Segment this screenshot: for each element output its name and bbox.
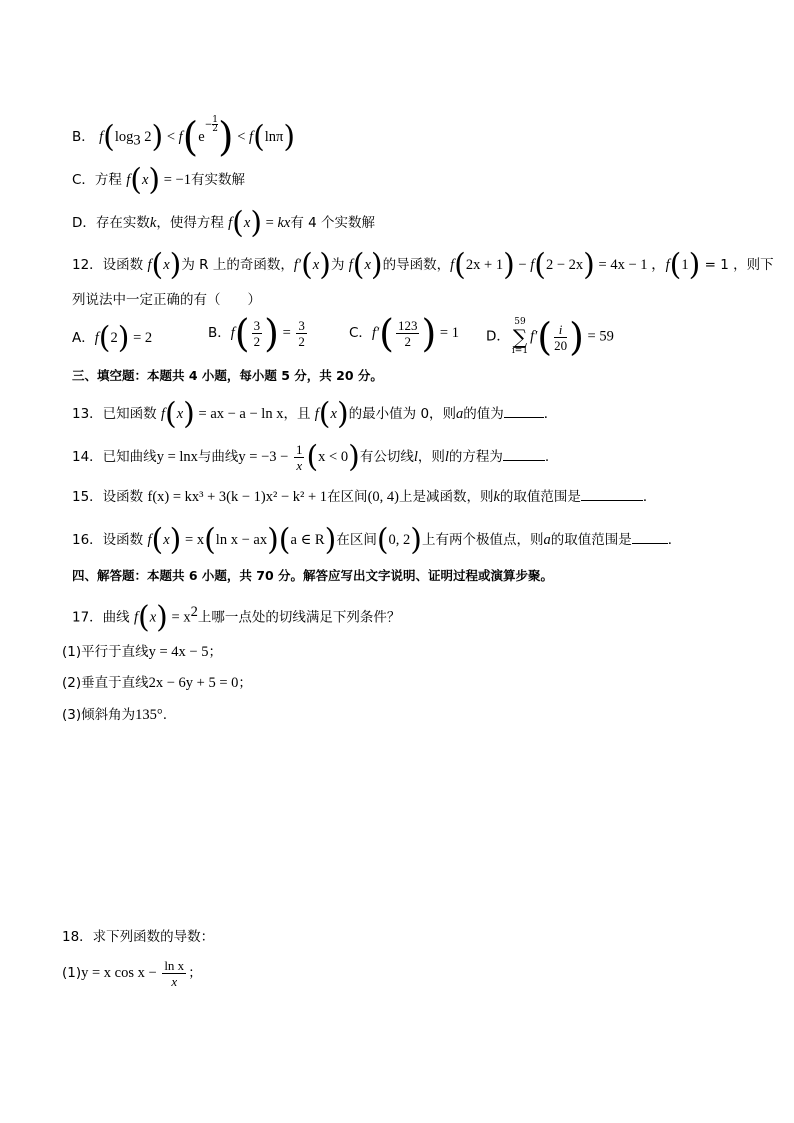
answer-blank — [632, 531, 668, 544]
question-12-options — [72, 311, 732, 359]
option-a: A．f(2) = 2 — [72, 320, 153, 356]
option-d: D．59 ∑ i=1f′( $\frac{i}{20}$ ) = 59 — [486, 315, 614, 359]
question-18: 18．求下列函数的导数： — [62, 929, 215, 945]
question-13: 13．已知函数 f(x) = ax − a − ln x，且 f(x)的最小值为 0，则a的值为 ． — [72, 396, 558, 432]
question-12-line-1: 12．设函数 f(x)为 R 上的奇函数，f′(x)为 f(x)的导函数，f(2x + 1) − f(2 − 2x) = 4x − 1 ，f(1) = 1 ，则下 — [72, 247, 774, 283]
question-18-part-1: (1)y = x cos x − $\frac{\text{ln x}}{x}$ ； — [62, 958, 202, 989]
question-17: 17．曲线 $f(x) = x^2$上哪一点处的切线满足下列条件？ — [72, 600, 401, 635]
answer-blank — [504, 405, 544, 418]
summation: 59 ∑ i=1 — [511, 317, 529, 356]
question-17-part-1: (1)平行于直线y = 4x − 5； — [62, 644, 222, 660]
section-heading-solutions: 四、解答题：本题共 6 小题，共 70 分。解答应写出文字说明、证明过程或演算步聚。 — [72, 568, 554, 583]
section-heading-fill-in: 三、填空题：本题共 4 小题，每小题 5 分，共 20 分。 — [72, 368, 383, 383]
option-c: C．方程 f(x) = −1有实数解 — [72, 162, 245, 198]
question-15: 15．设函数 f(x) = kx³ + 3(k − 1)x² − k² + 1在区间(0, 4)上是减函数，则k的取值范围是 ． — [72, 489, 657, 505]
option-label: B． — [72, 129, 95, 145]
option-c: C．f′( $\frac{123}{2}$ ) = 1 — [349, 311, 459, 356]
question-12-line-2: 列说法中一定正确的有（ ） — [72, 292, 261, 308]
option-b: B． $f(\log_3$ 2) < f(e− $\frac{1}{2}$ ) < f(lnπ) — [72, 114, 296, 161]
option-d: D．存在实数k，使得方程 f(x) = kx有 4 个实数解 — [72, 205, 376, 241]
answer-blank — [581, 488, 643, 501]
question-16: 16．设函数 f(x) = x(ln x − ax)(a ∈ R)在区间(0, 2)上有两个极值点，则a的取值范围是 ． — [72, 522, 682, 558]
option-b: B．f( $\frac{3}{2}$ ) = $\frac{3}{2}$ — [208, 311, 305, 356]
question-17-part-2: (2)垂直于直线2x − 6y + 5 = 0； — [62, 675, 252, 691]
question-17-part-3: (3)倾斜角为135°. — [62, 707, 167, 723]
answer-blank — [503, 448, 545, 461]
question-14: 14．已知曲线y = lnx与曲线y = −3 − $\frac{1}{x}$ (x < 0)有公切线l，则l的方程为 . — [72, 439, 550, 475]
